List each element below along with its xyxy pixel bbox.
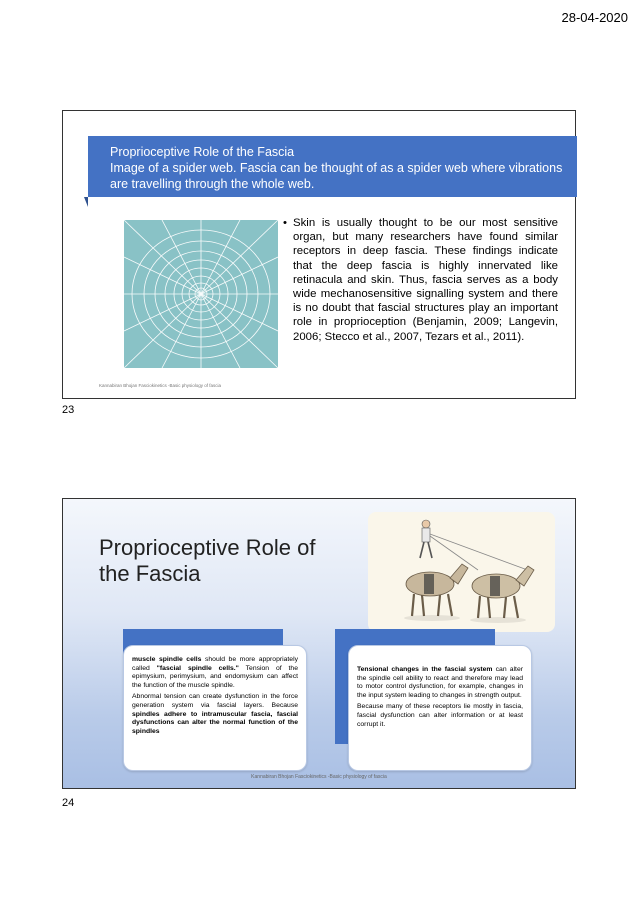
left-card-text-2: Tension of the epimysium, perimysium, and endomysium can affect the function of the muscle spindle. (132, 664, 298, 689)
left-card-paragraph-2 (132, 693, 298, 736)
banner-text (110, 144, 567, 192)
slide-title-line1: Proprioceptive Role of (99, 535, 316, 560)
right-card-paragraph-2 (357, 703, 523, 729)
page-number-23: 23 (62, 404, 75, 416)
right-card (348, 645, 532, 771)
spider-web-icon (124, 220, 278, 368)
bullet-symbol: • (283, 217, 287, 229)
banner-title: Proprioceptive Role of the Fascia (110, 145, 295, 159)
right-card-text-1: can alter the spindle cell ability to react and therefore may lead to motor control dysfunction, for example, changes in the input system leading to changes in strength output. (357, 666, 523, 699)
slide-footer: Kannabiran Bhojan Fasciokinetics -Basic physiology of fascia (251, 774, 387, 780)
page-date: 28-04-2020 (561, 10, 628, 25)
slide-footer: Kannabiran Bhojan Fasciokinetics -Basic physiology of fascia (99, 383, 222, 388)
horse-chariot-icon (368, 512, 555, 632)
left-card-text-1: should be more appropriately called (132, 656, 298, 672)
title-banner (88, 136, 577, 197)
right-card-text-2: Because many of these receptors lie mostly in fascia, fascial dysfunction can alter information or at least corrupt it. (357, 703, 523, 728)
left-card-bold-3: spindles adhere to intramuscular fascia, fascial dysfunctions can alter the normal function of the spindles (132, 710, 298, 735)
left-card-paragraph-1 (132, 656, 298, 690)
bullet-paragraph (283, 216, 558, 344)
bullet-text: Skin is usually thought to be our most sensitive organ, but many researchers have found similar receptors in deep fascia. These findings indicate that the deep fascia is highly innervated like retinacula and skin. Thus, fascia serves as a body wide mechanosensitive signalling system and there is no doubt that fascial structures play an important role in proprioception (Benjamin, 2009; Langevin, 2006; Stecco et al., 2007, Tezars et al., 2011). (293, 217, 558, 343)
slide-23 (62, 110, 576, 399)
slide-title-line2: the Fascia (99, 561, 201, 586)
left-card (123, 645, 307, 771)
right-card-paragraph-1 (357, 666, 523, 700)
horse-chariot-image (368, 512, 555, 632)
right-card-bold-1: Tensional changes in the fascial system (357, 666, 493, 673)
left-card-bold-2: "fascial spindle cells." (156, 664, 239, 672)
left-card-text-3: Abnormal tension can create dysfunction in the force generation system via fascial layers. Because (132, 693, 298, 709)
left-card-bold-1: muscle spindle cells (132, 656, 202, 663)
spider-web-image (124, 220, 278, 368)
page-number-24: 24 (62, 797, 75, 809)
slide-24 (62, 498, 576, 789)
slide-title (99, 535, 315, 587)
banner-fold (84, 197, 88, 207)
banner-subtitle: Image of a spider web. Fascia can be thought of as a spider web where vibrations are travelling through the whole web. (110, 161, 563, 191)
